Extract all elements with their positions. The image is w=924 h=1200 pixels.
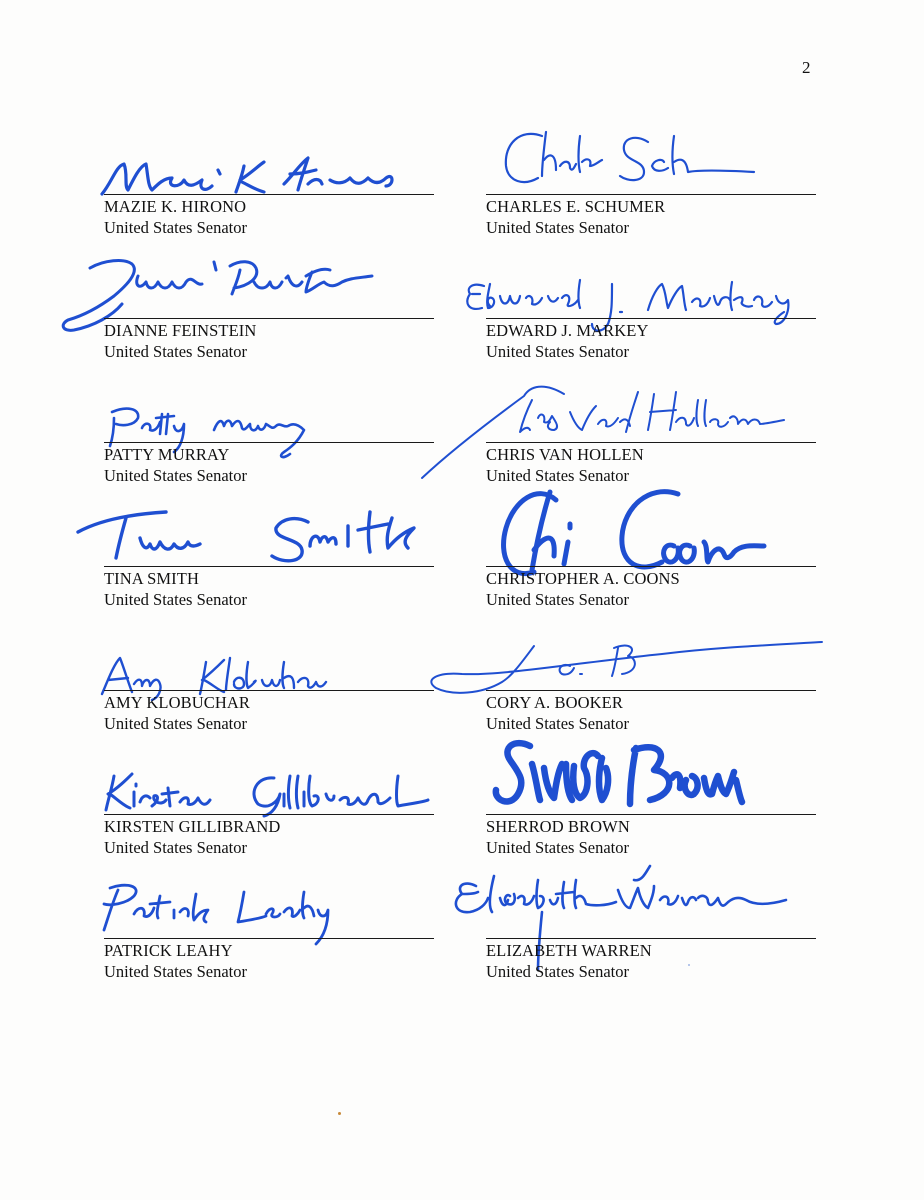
signatory-name: CHRISTOPHER A. COONS xyxy=(486,569,680,588)
signature-schumer xyxy=(498,122,778,202)
signature-booker xyxy=(422,632,842,722)
signatory-title: United States Senator xyxy=(104,714,247,733)
signatory-title: United States Senator xyxy=(486,590,629,609)
signatory-name: AMY KLOBUCHAR xyxy=(104,693,250,712)
signatory-name: SHERROD BROWN xyxy=(486,817,630,836)
signature-line xyxy=(486,690,816,691)
signatory-name: KIRSTEN GILLIBRAND xyxy=(104,817,281,836)
signatory-name: MAZIE K. HIRONO xyxy=(104,197,247,216)
signature-line xyxy=(486,566,816,567)
page-number: 2 xyxy=(802,58,811,77)
signature-line xyxy=(104,938,434,939)
signature-line xyxy=(104,814,434,815)
signatory-title: United States Senator xyxy=(486,962,629,981)
signatory-title: United States Senator xyxy=(486,342,629,361)
signature-line xyxy=(104,566,434,567)
signatory-title: United States Senator xyxy=(104,342,247,361)
signatory-name: ELIZABETH WARREN xyxy=(486,941,652,960)
signatory-name: DIANNE FEINSTEIN xyxy=(104,321,257,340)
signature-line xyxy=(486,318,816,319)
signatory-name: PATTY MURRAY xyxy=(104,445,230,464)
signature-warren xyxy=(446,852,826,1012)
signatory-title: United States Senator xyxy=(486,714,629,733)
signature-line xyxy=(486,814,816,815)
signatory-title: United States Senator xyxy=(104,962,247,981)
signatory-name: PATRICK LEAHY xyxy=(104,941,233,960)
signatory-name: CHRIS VAN HOLLEN xyxy=(486,445,644,464)
signature-gillibrand xyxy=(98,762,438,822)
signature-line xyxy=(104,690,434,691)
signatory-name: EDWARD J. MARKEY xyxy=(486,321,649,340)
signatory-title: United States Senator xyxy=(486,218,629,237)
signature-brown xyxy=(486,728,766,828)
signatory-name: TINA SMITH xyxy=(104,569,199,588)
scan-speck xyxy=(338,1112,341,1115)
signature-line xyxy=(104,194,434,195)
signatory-title: United States Senator xyxy=(104,218,247,237)
signature-line xyxy=(104,318,434,319)
signature-line xyxy=(486,194,816,195)
signatory-name: CORY A. BOOKER xyxy=(486,693,623,712)
signatory-title: United States Senator xyxy=(486,838,629,857)
signatory-name: CHARLES E. SCHUMER xyxy=(486,197,666,216)
signature-line xyxy=(104,442,434,443)
signature-line xyxy=(486,938,816,939)
scan-speck xyxy=(688,964,690,966)
signatory-title: United States Senator xyxy=(104,838,247,857)
signature-line xyxy=(486,442,816,443)
signatory-title: United States Senator xyxy=(486,466,629,485)
signatory-title: United States Senator xyxy=(104,466,247,485)
signatory-title: United States Senator xyxy=(104,590,247,609)
